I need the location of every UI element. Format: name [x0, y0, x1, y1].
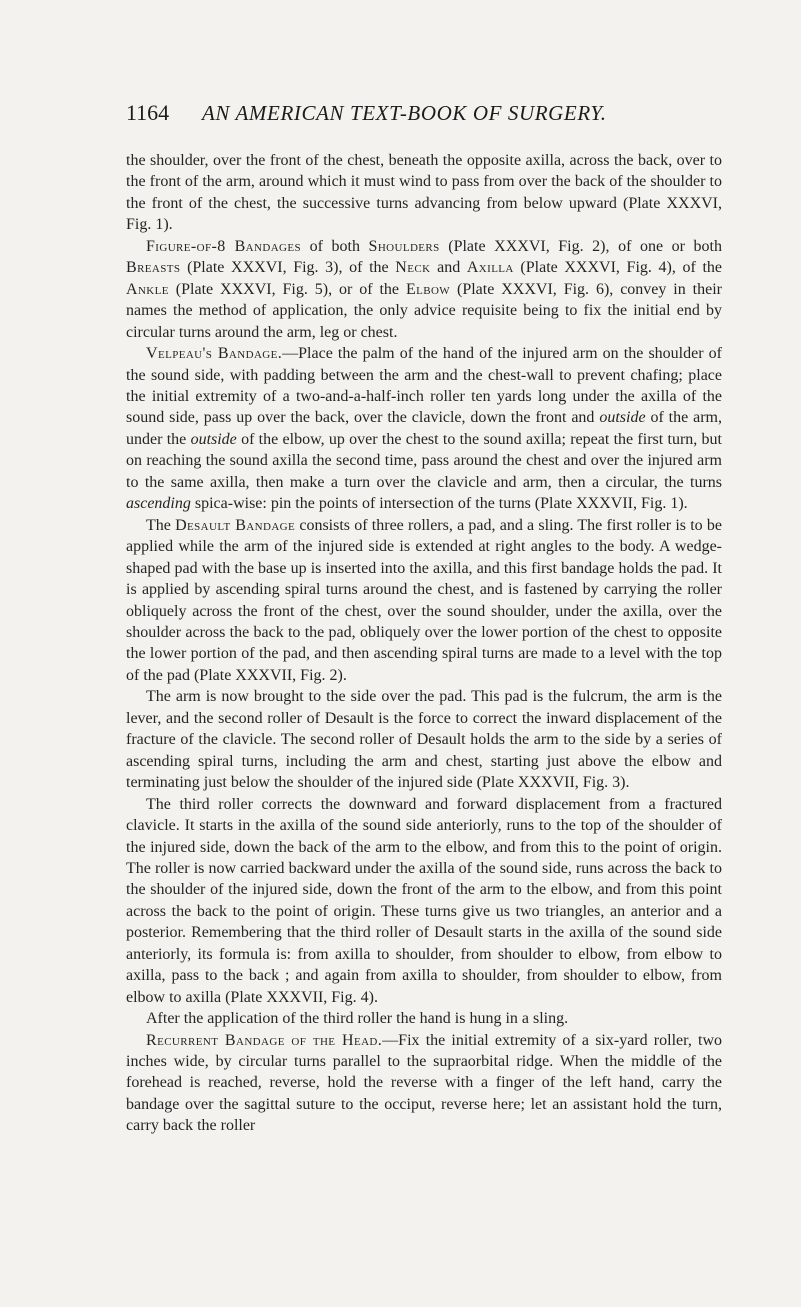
emphasis: outside — [599, 409, 646, 427]
text-run: (Plate XXXVI, Fig. 3), of the — [180, 259, 396, 277]
page-number: 1164 — [126, 100, 170, 125]
text-run: and — [430, 259, 467, 277]
text-run: (Plate XXXVI, Fig. 5), or of the — [168, 280, 406, 298]
section-heading: Velpeau's Bandage. — [146, 345, 283, 363]
paragraph — [126, 343, 722, 515]
text-run: The arm is now brought to the side over the pad. This pad is the fulcrum, the arm is the lever, and the second roller of Desault is the force to correct the inward displacement of the fracture of the clavicle. The second roller of Desault holds the arm to the side by a series of ascending spiral turns, including the arm and chest, starting just above the elbow and terminating just below the shoulder of the injured side (Plate XXXVII, Fig. 3). — [126, 688, 722, 792]
text-run: (Plate XXXVI, Fig. 2), of one or both — [439, 237, 722, 255]
text-run: of the elbow, up over the chest to the sound axilla; repeat the first turn, but on reaching the sound axilla the second time, pass around the chest and over the injured arm to the same axilla, then make a turn over the clavicle and arm, then a circular, the turns — [126, 430, 723, 491]
text-run: consists of three rollers, a pad, and a sling. The first roller is to be applied while the arm of the injured side is extended at right angles to the body. A wedge-shaped pad with the base up is inserted into the axilla, and this first bandage holds the pad. It is applied by ascending spiral turns around the chest, and is fastened by carrying the roller obliquely across the front of the chest, over the sound shoulder, under the axilla, over the shoulder across the back to the pad, obliquely over the lower portion of the chest to opposite the lower portion of the pad, and then ascending spiral turns are made to a level with the top of the pad (Plate XXXVII, Fig. 2). — [126, 516, 722, 684]
page-header — [126, 98, 726, 134]
text-run: The — [146, 516, 176, 534]
text-run: the shoulder, over the front of the chest, beneath the opposite axilla, across the back, over to the front of the arm, around which it must wind to pass from over the back of the shoulder to the front of the chest, the successive turns advancing from below upward (Plate XXXVI, Fig. 1). — [126, 152, 722, 234]
body-text — [126, 150, 722, 1137]
section-heading: Recurrent Bandage of the Head. — [146, 1031, 383, 1049]
paragraph — [126, 1008, 722, 1029]
section-heading: Shoulders — [368, 237, 440, 255]
text-run: After the application of the third roller the hand is hung in a sling. — [146, 1010, 569, 1028]
section-heading: Desault Bandage — [175, 516, 296, 534]
paragraph — [126, 794, 722, 1009]
section-heading: Breasts — [126, 259, 181, 277]
text-run: —Place the palm of the hand of the injured arm on the shoulder of the sound side, with padding between the arm and the chest-wall to prevent chafing; place the initial extremity of a two-and-a-half-inch roller ten yards long under the axilla of the sound side, pass up over the back, over the clavicle, down the front and — [126, 345, 722, 427]
section-heading: Neck — [395, 259, 431, 277]
section-heading: Figure-of-8 Bandages — [146, 237, 302, 255]
text-run: (Plate XXXVI, Fig. 6), convey in their names the method of application, the only advice requisite being to fix the initial end by circular turns around the arm, leg or chest. — [126, 280, 722, 341]
paragraph — [126, 686, 722, 793]
text-run: of the arm, under the — [126, 409, 723, 448]
section-heading: Axilla — [466, 259, 514, 277]
paragraph — [126, 515, 722, 687]
emphasis: ascending — [126, 495, 191, 513]
section-heading: Elbow — [405, 280, 451, 298]
text-run: spica-wise: pin the points of intersection of the turns (Plate XXXVII, Fig. 1). — [190, 495, 688, 513]
emphasis: outside — [190, 430, 237, 448]
paragraph — [126, 236, 722, 343]
paragraph — [126, 1030, 722, 1137]
text-run: The third roller corrects the downward and forward displacement from a fractured clavicle. It starts in the axilla of the sound side anteriorly, runs to the top of the shoulder of the injured side, down the back of the arm to the elbow, and from this to the point of origin. The roller is now carried backward under the axilla of the sound side, runs across the back to the shoulder of the injured side, down the front of the arm to the elbow, and from this point across the back to the point of origin. These turns give us two triangles, an anterior and a posterior. Remembering that the third roller of Desault starts in the axilla of the sound side anteriorly, its formula is: from axilla to shoulder, from shoulder to elbow, from elbow to axilla, pass to the back ; and again from axilla to shoulder, from shoulder to elbow, from elbow to axilla (Plate XXXVII, Fig. 4). — [126, 795, 722, 1006]
text-run: of both — [301, 237, 369, 255]
text-run: —Fix the initial extremity of a six-yard roller, two inches wide, by circular turns parallel to the supraorbital ridge. When the middle of the forehead is reached, reverse, hold the reverse with a finger of the left hand, carry the bandage over the sagittal suture to the occiput, reverse here; let an assistant hold the turn, carry back the roller — [126, 1031, 722, 1135]
running-title: AN AMERICAN TEXT-BOOK OF SURGERY. — [202, 101, 607, 125]
paragraph — [126, 150, 722, 236]
section-heading: Ankle — [126, 280, 169, 298]
text-run: (Plate XXXVI, Fig. 4), of the — [513, 259, 722, 277]
